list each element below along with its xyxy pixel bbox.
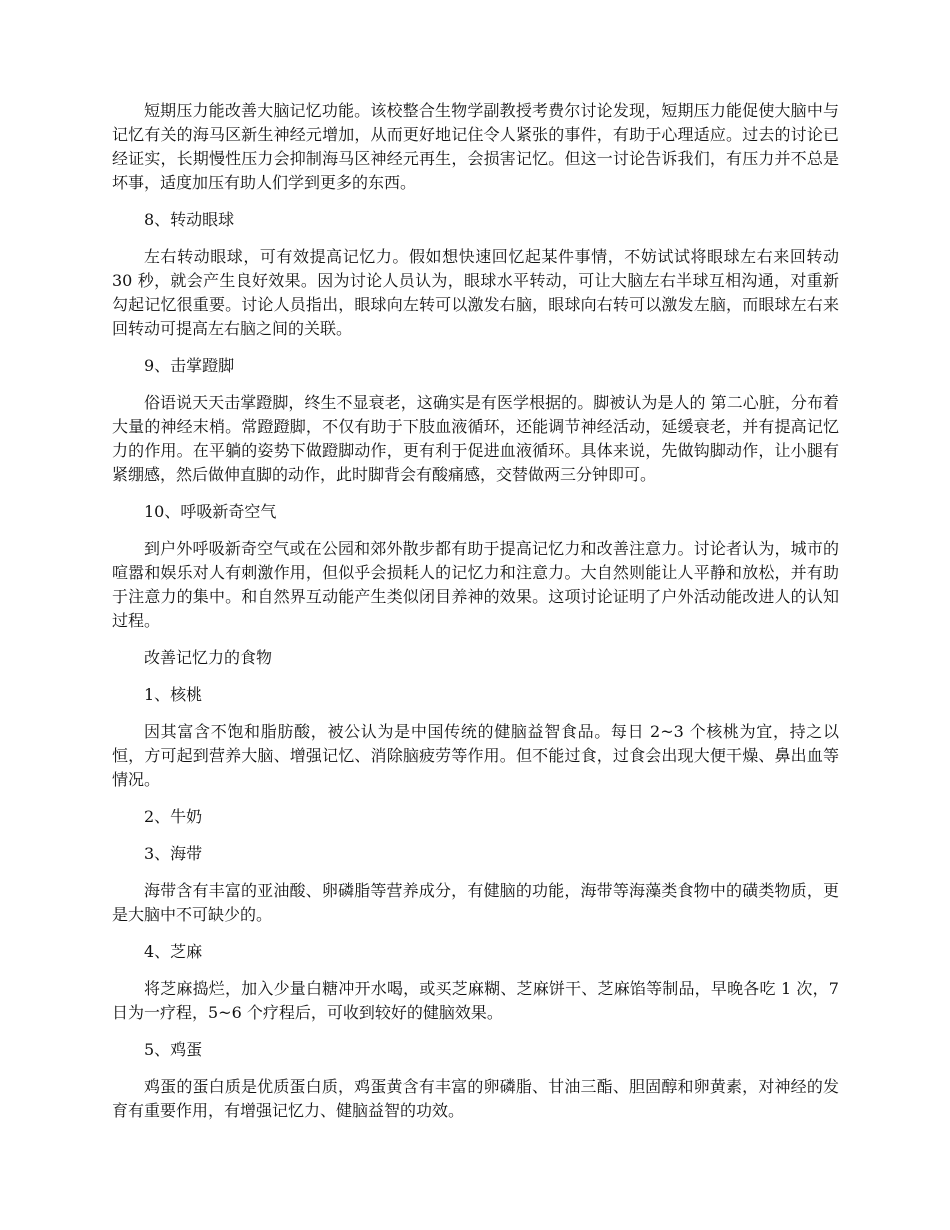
heading-clap-kick: 9、击掌蹬脚 [144,356,235,375]
heading-kelp: 3、海带 [144,844,203,863]
paragraph-egg: 鸡蛋的蛋白质是优质蛋白质，鸡蛋黄含有丰富的卵磷脂、甘油三酯、胆固醇和卵黄素，对神经的发育有重要作用，有增强记忆力、健脑益智的功效。 [112,1077,839,1120]
paragraph-clap-kick: 俗语说天天击掌蹬脚，终生不显衰老，这确实是有医学根据的。脚被认为是人的 第二心脏，分布着大量的神经末梢。常蹬蹬脚，不仅有助于下肢血液循环，还能调节神经活动，延缓衰老，并有提高记忆力的作用。在平躺的姿势下做蹬脚动作，更有利于促进血液循环。具体来说，先做钩脚动作，让小腿有紧绷感，然后做伸直脚的动作，此时脚背会有酸痛感，交替做两三分钟即可。 [112,393,839,484]
heading-memory-foods: 改善记忆力的食物 [144,648,273,667]
heading-sesame: 4、芝麻 [144,942,203,961]
heading-fresh-air: 10、呼吸新奇空气 [144,502,277,521]
paragraph-rotate-eyes: 左右转动眼球，可有效提高记忆力。假如想快速回忆起某件事情，不妨试试将眼球左右来回转动 30 秒，就会产生良好效果。因为讨论人员认为，眼球水平转动，可让大脑左右半球互相沟通，对重新勾起记忆很重要。讨论人员指出，眼球向左转可以激发右脑，眼球向右转可以激发左脑，而眼球左右来回转动可提高左右脑之间的关联。 [112,247,839,338]
paragraph-sesame: 将芝麻捣烂，加入少量白糖冲开水喝，或买芝麻糊、芝麻饼干、芝麻馅等制品，早晚各吃 1 次，7 日为一疗程，5~6 个疗程后，可收到较好的健脑效果。 [112,979,839,1022]
paragraph-kelp: 海带含有丰富的亚油酸、卵磷脂等营养成分，有健脑的功能，海带等海藻类食物中的磺类物质，更是大脑中不可缺少的。 [112,881,839,924]
paragraph-walnut: 因其富含不饱和脂肪酸，被公认为是中国传统的健脑益智食品。每日 2~3 个核桃为宜，持之以恒，方可起到营养大脑、增强记忆、消除脑疲劳等作用。但不能过食，过食会出现大便干燥、鼻出血等情况。 [112,722,839,789]
heading-walnut: 1、核桃 [144,685,203,704]
paragraph-short-term-stress: 短期压力能改善大脑记忆功能。该校整合生物学副教授考费尔讨论发现，短期压力能促使大脑中与记忆有关的海马区新生神经元增加，从而更好地记住令人紧张的事件，有助于心理适应。过去的讨论已经证实，长期慢性压力会抑制海马区神经元再生，会损害记忆。但这一讨论告诉我们，有压力并不总是坏事，适度加压有助人们学到更多的东西。 [112,101,839,192]
heading-egg: 5、鸡蛋 [144,1040,203,1059]
document-body [112,99,839,1136]
paragraph-fresh-air: 到户外呼吸新奇空气或在公园和郊外散步都有助于提高记忆力和改善注意力。讨论者认为，城市的喧嚣和娱乐对人有刺激作用，但似乎会损耗人的记忆力和注意力。大自然则能让人平静和放松，并有助于注意力的集中。和自然界互动能产生类似闭目养神的效果。这项讨论证明了户外活动能改进人的认知过程。 [112,539,839,630]
heading-milk: 2、牛奶 [144,807,203,826]
heading-rotate-eyes: 8、转动眼球 [144,210,235,229]
